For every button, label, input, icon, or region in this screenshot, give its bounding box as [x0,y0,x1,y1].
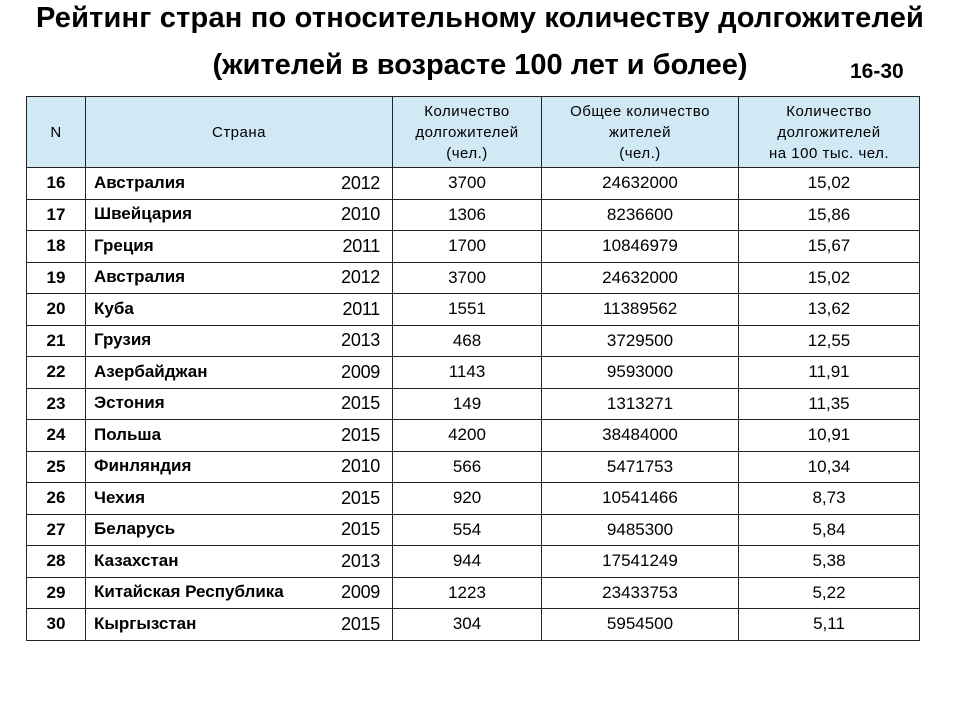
cell-rank: 19 [27,262,86,294]
data-year: 2015 [341,613,380,634]
cell-centenarian-count: 944 [393,546,542,578]
country-name: Швейцария [94,204,193,224]
cell-rank: 28 [27,546,86,578]
cell-country [86,514,393,546]
cell-rate-per-100k: 11,91 [739,357,920,389]
cell-rank: 18 [27,231,86,263]
page-title: Рейтинг стран по относительному количеству долгожителей [35,2,925,34]
cell-rate-per-100k: 15,67 [739,231,920,263]
cell-population: 9485300 [542,514,739,546]
cell-centenarian-count: 1143 [393,357,542,389]
country-name: Китайская Республика [94,582,284,602]
cell-centenarian-count: 1700 [393,231,542,263]
cell-population: 24632000 [542,168,739,200]
country-name: Чехия [94,487,145,507]
data-year: 2012 [341,172,380,193]
data-year: 2015 [341,487,380,508]
cell-rate-per-100k: 11,35 [739,388,920,420]
data-year: 2010 [341,204,380,225]
cell-rate-per-100k: 10,91 [739,420,920,452]
header-count: Количество долгожителей (чел.) [393,97,542,168]
table-row [27,546,920,578]
cell-rate-per-100k: 10,34 [739,451,920,483]
cell-centenarian-count: 1551 [393,294,542,326]
cell-population: 11389562 [542,294,739,326]
cell-rate-per-100k: 13,62 [739,294,920,326]
country-name: Греция [94,235,154,255]
table-row [27,199,920,231]
cell-country [86,325,393,357]
country-name: Эстония [94,393,165,413]
cell-centenarian-count: 468 [393,325,542,357]
data-year: 2015 [341,424,380,445]
cell-rank: 24 [27,420,86,452]
country-name: Азербайджан [94,361,208,381]
data-year: 2011 [342,235,380,256]
cell-population: 5954500 [542,609,739,641]
table-header [27,97,920,168]
cell-population: 23433753 [542,577,739,609]
cell-population: 10541466 [542,483,739,515]
data-year: 2013 [341,550,380,571]
cell-country [86,483,393,515]
table-body [27,168,920,641]
cell-centenarian-count: 149 [393,388,542,420]
cell-rank: 27 [27,514,86,546]
cell-population: 8236600 [542,199,739,231]
country-name: Польша [94,424,162,444]
cell-population: 17541249 [542,546,739,578]
table-row [27,420,920,452]
cell-country [86,420,393,452]
cell-rate-per-100k: 8,73 [739,483,920,515]
header-country: Страна [86,97,393,168]
cell-rank: 30 [27,609,86,641]
data-year: 2015 [341,393,380,414]
cell-country [86,168,393,200]
country-name: Кыргызстан [94,613,197,633]
cell-country [86,294,393,326]
table-row [27,231,920,263]
header-row [27,97,920,168]
cell-rate-per-100k: 15,86 [739,199,920,231]
data-year: 2015 [341,519,380,540]
cell-country [86,451,393,483]
cell-country [86,577,393,609]
cell-rate-per-100k: 12,55 [739,325,920,357]
cell-rank: 22 [27,357,86,389]
table-row [27,609,920,641]
table-row [27,168,920,200]
country-name: Финляндия [94,456,192,476]
cell-population: 38484000 [542,420,739,452]
table-row [27,483,920,515]
cell-centenarian-count: 566 [393,451,542,483]
cell-rate-per-100k: 5,11 [739,609,920,641]
country-name: Грузия [94,330,152,350]
rank-range-label: 16-30 [850,60,904,83]
cell-population: 5471753 [542,451,739,483]
cell-centenarian-count: 920 [393,483,542,515]
data-year: 2009 [341,361,380,382]
cell-country [86,357,393,389]
cell-rate-per-100k: 5,84 [739,514,920,546]
cell-country [86,609,393,641]
cell-centenarian-count: 1223 [393,577,542,609]
header-rate: Количество долгожителей на 100 тыс. чел. [739,97,920,168]
cell-rate-per-100k: 15,02 [739,262,920,294]
cell-population: 24632000 [542,262,739,294]
cell-country [86,546,393,578]
cell-population: 10846979 [542,231,739,263]
cell-country [86,199,393,231]
cell-centenarian-count: 4200 [393,420,542,452]
data-year: 2010 [341,456,380,477]
data-year: 2012 [341,267,380,288]
header-n: N [27,97,86,168]
data-year: 2011 [342,298,380,319]
cell-rank: 29 [27,577,86,609]
cell-population: 3729500 [542,325,739,357]
cell-population: 9593000 [542,357,739,389]
cell-country [86,388,393,420]
table-row [27,451,920,483]
cell-rank: 16 [27,168,86,200]
cell-rank: 26 [27,483,86,515]
cell-population: 1313271 [542,388,739,420]
cell-rate-per-100k: 5,38 [739,546,920,578]
table-row [27,325,920,357]
cell-rank: 17 [27,199,86,231]
cell-centenarian-count: 554 [393,514,542,546]
country-name: Беларусь [94,519,176,539]
data-year: 2009 [341,582,380,603]
page-subtitle: (жителей в возрасте 100 лет и более) [212,49,748,81]
country-name: Казахстан [94,550,179,570]
cell-country [86,262,393,294]
country-name: Австралия [94,172,186,192]
country-name: Куба [94,298,134,318]
cell-centenarian-count: 1306 [393,199,542,231]
table-row [27,294,920,326]
table-row [27,262,920,294]
data-year: 2013 [341,330,380,351]
cell-rank: 25 [27,451,86,483]
cell-rank: 23 [27,388,86,420]
longevity-table [26,96,920,641]
header-population: Общее количество жителей (чел.) [542,97,739,168]
table-row [27,577,920,609]
table-row [27,388,920,420]
cell-rate-per-100k: 5,22 [739,577,920,609]
table-row [27,514,920,546]
cell-rank: 20 [27,294,86,326]
cell-country [86,231,393,263]
cell-centenarian-count: 304 [393,609,542,641]
cell-rate-per-100k: 15,02 [739,168,920,200]
table-row [27,357,920,389]
cell-centenarian-count: 3700 [393,262,542,294]
country-name: Австралия [94,267,186,287]
cell-centenarian-count: 3700 [393,168,542,200]
cell-rank: 21 [27,325,86,357]
